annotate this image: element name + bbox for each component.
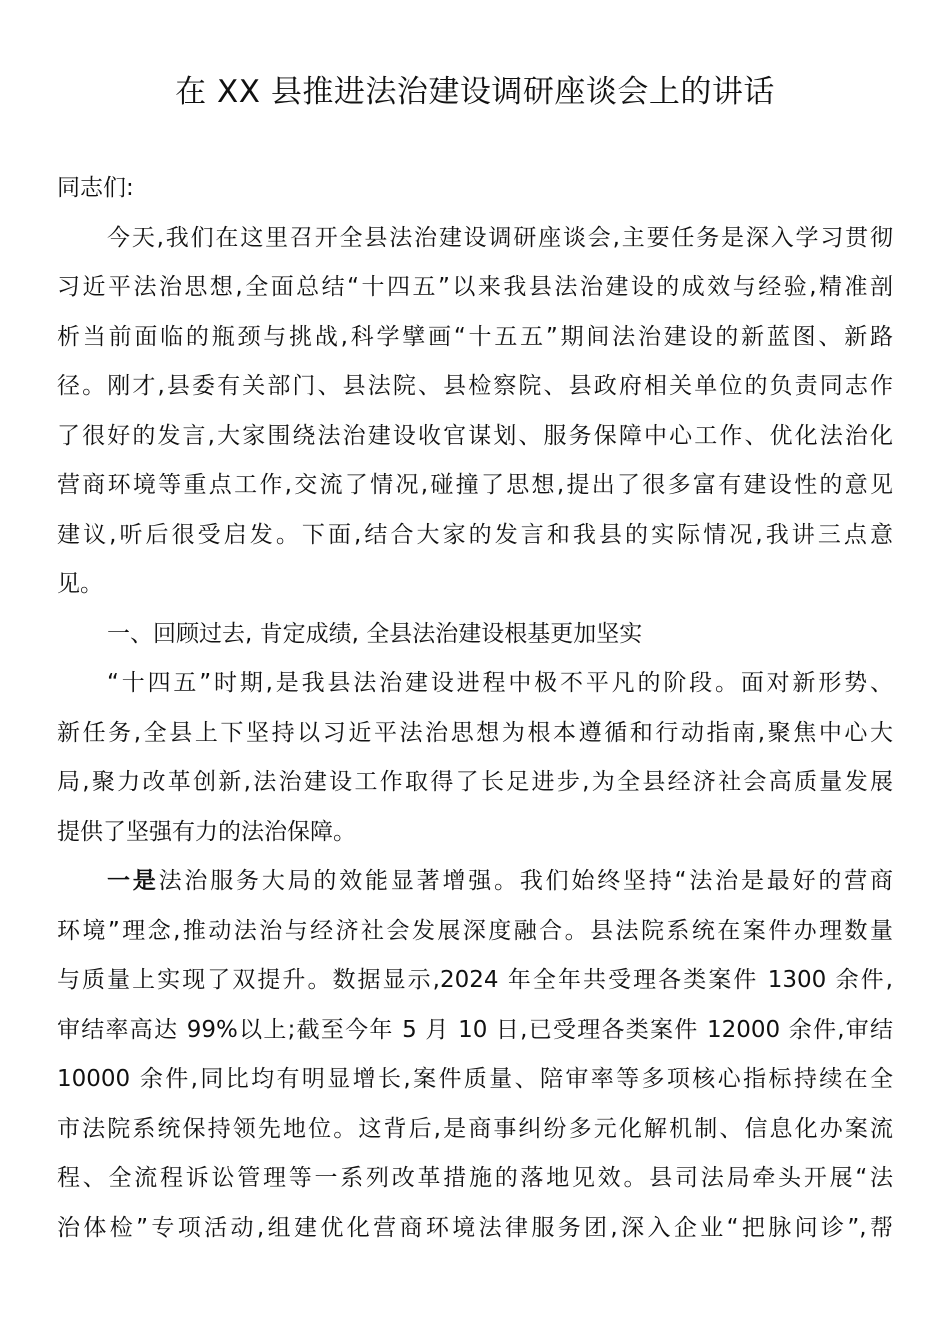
text-line: 建议,听后很受启发。下面,结合大家的发言和我县的实际情况,我讲三点意 xyxy=(57,521,893,548)
text-line: 了很好的发言,大家围绕法治建设收官谋划、服务保障中心工作、优化法治化 xyxy=(57,422,893,449)
text-line: 审结率高达 99%以上;截至今年 5 月 10 日,已受理各类案件 12000 余件,审结 xyxy=(57,1016,893,1043)
text-line: 局,聚力改革创新,法治建设工作取得了长足进步,为全县经济社会高质量发展 xyxy=(57,769,893,795)
text-line: 与质量上实现了双提升。数据显示,2024 年全年共受理各类案件 1300 余件, xyxy=(57,967,893,993)
text-line: 环境”理念,推动法治与经济社会发展深度融合。县法院系统在案件办理数量 xyxy=(57,917,893,944)
document-body xyxy=(57,164,893,1253)
text-line: 见。 xyxy=(57,571,103,597)
text-line: 今天,我们在这里召开全县法治建设调研座谈会,主要任务是深入学习贯彻 xyxy=(107,224,893,251)
text-line: 提供了坚强有力的法治保障。 xyxy=(57,818,356,845)
text-line: 营商环境等重点工作,交流了情况,碰撞了思想,提出了很多富有建设性的意见 xyxy=(57,472,893,498)
text-line: 新任务,全县上下坚持以习近平法治思想为根本遵循和行动指南,聚焦中心大 xyxy=(57,719,893,746)
salutation: 同志们: xyxy=(57,175,134,201)
point-lead: 一是 xyxy=(107,868,159,894)
paragraph-intro xyxy=(57,214,893,610)
section-heading: 一、回顾过去, 肯定成绩, 全县法治建设根基更加坚实 xyxy=(107,620,643,647)
text-line: 析当前面临的瓶颈与挑战,科学擘画“十五五”期间法治建设的新蓝图、新路 xyxy=(57,323,893,350)
document-title: 在 XX 县推进法治建设调研座谈会上的讲话 xyxy=(175,74,775,110)
text-line: “十四五”时期,是我县法治建设进程中极不平凡的阶段。面对新形势、 xyxy=(107,670,893,696)
text-line xyxy=(57,857,893,907)
text-line: 市法院系统保持领先地位。这背后,是商事纠纷多元化解机制、信息化办案流 xyxy=(57,1115,893,1142)
text-line: 10000 余件,同比均有明显增长,案件质量、陪审率等多项核心指标持续在全 xyxy=(57,1066,893,1092)
paragraph-point-1 xyxy=(57,857,893,1253)
text-line: 程、全流程诉讼管理等一系列改革措施的落地见效。县司法局牵头开展“法 xyxy=(57,1165,893,1191)
text-line: 习近平法治思想,全面总结“十四五”以来我县法治建设的成效与经验,精准剖 xyxy=(57,274,893,300)
text-line: 径。刚才,县委有关部门、县法院、县检察院、县政府相关单位的负责同志作 xyxy=(57,373,893,399)
point-first-line: 法治服务大局的效能显著增强。我们始终坚持“法治是最好的营商 xyxy=(158,868,893,894)
paragraph-section-1-intro xyxy=(57,659,893,857)
text-line: 治体检”专项活动,组建优化营商环境法律服务团,深入企业“把脉问诊”,帮 xyxy=(57,1214,893,1241)
